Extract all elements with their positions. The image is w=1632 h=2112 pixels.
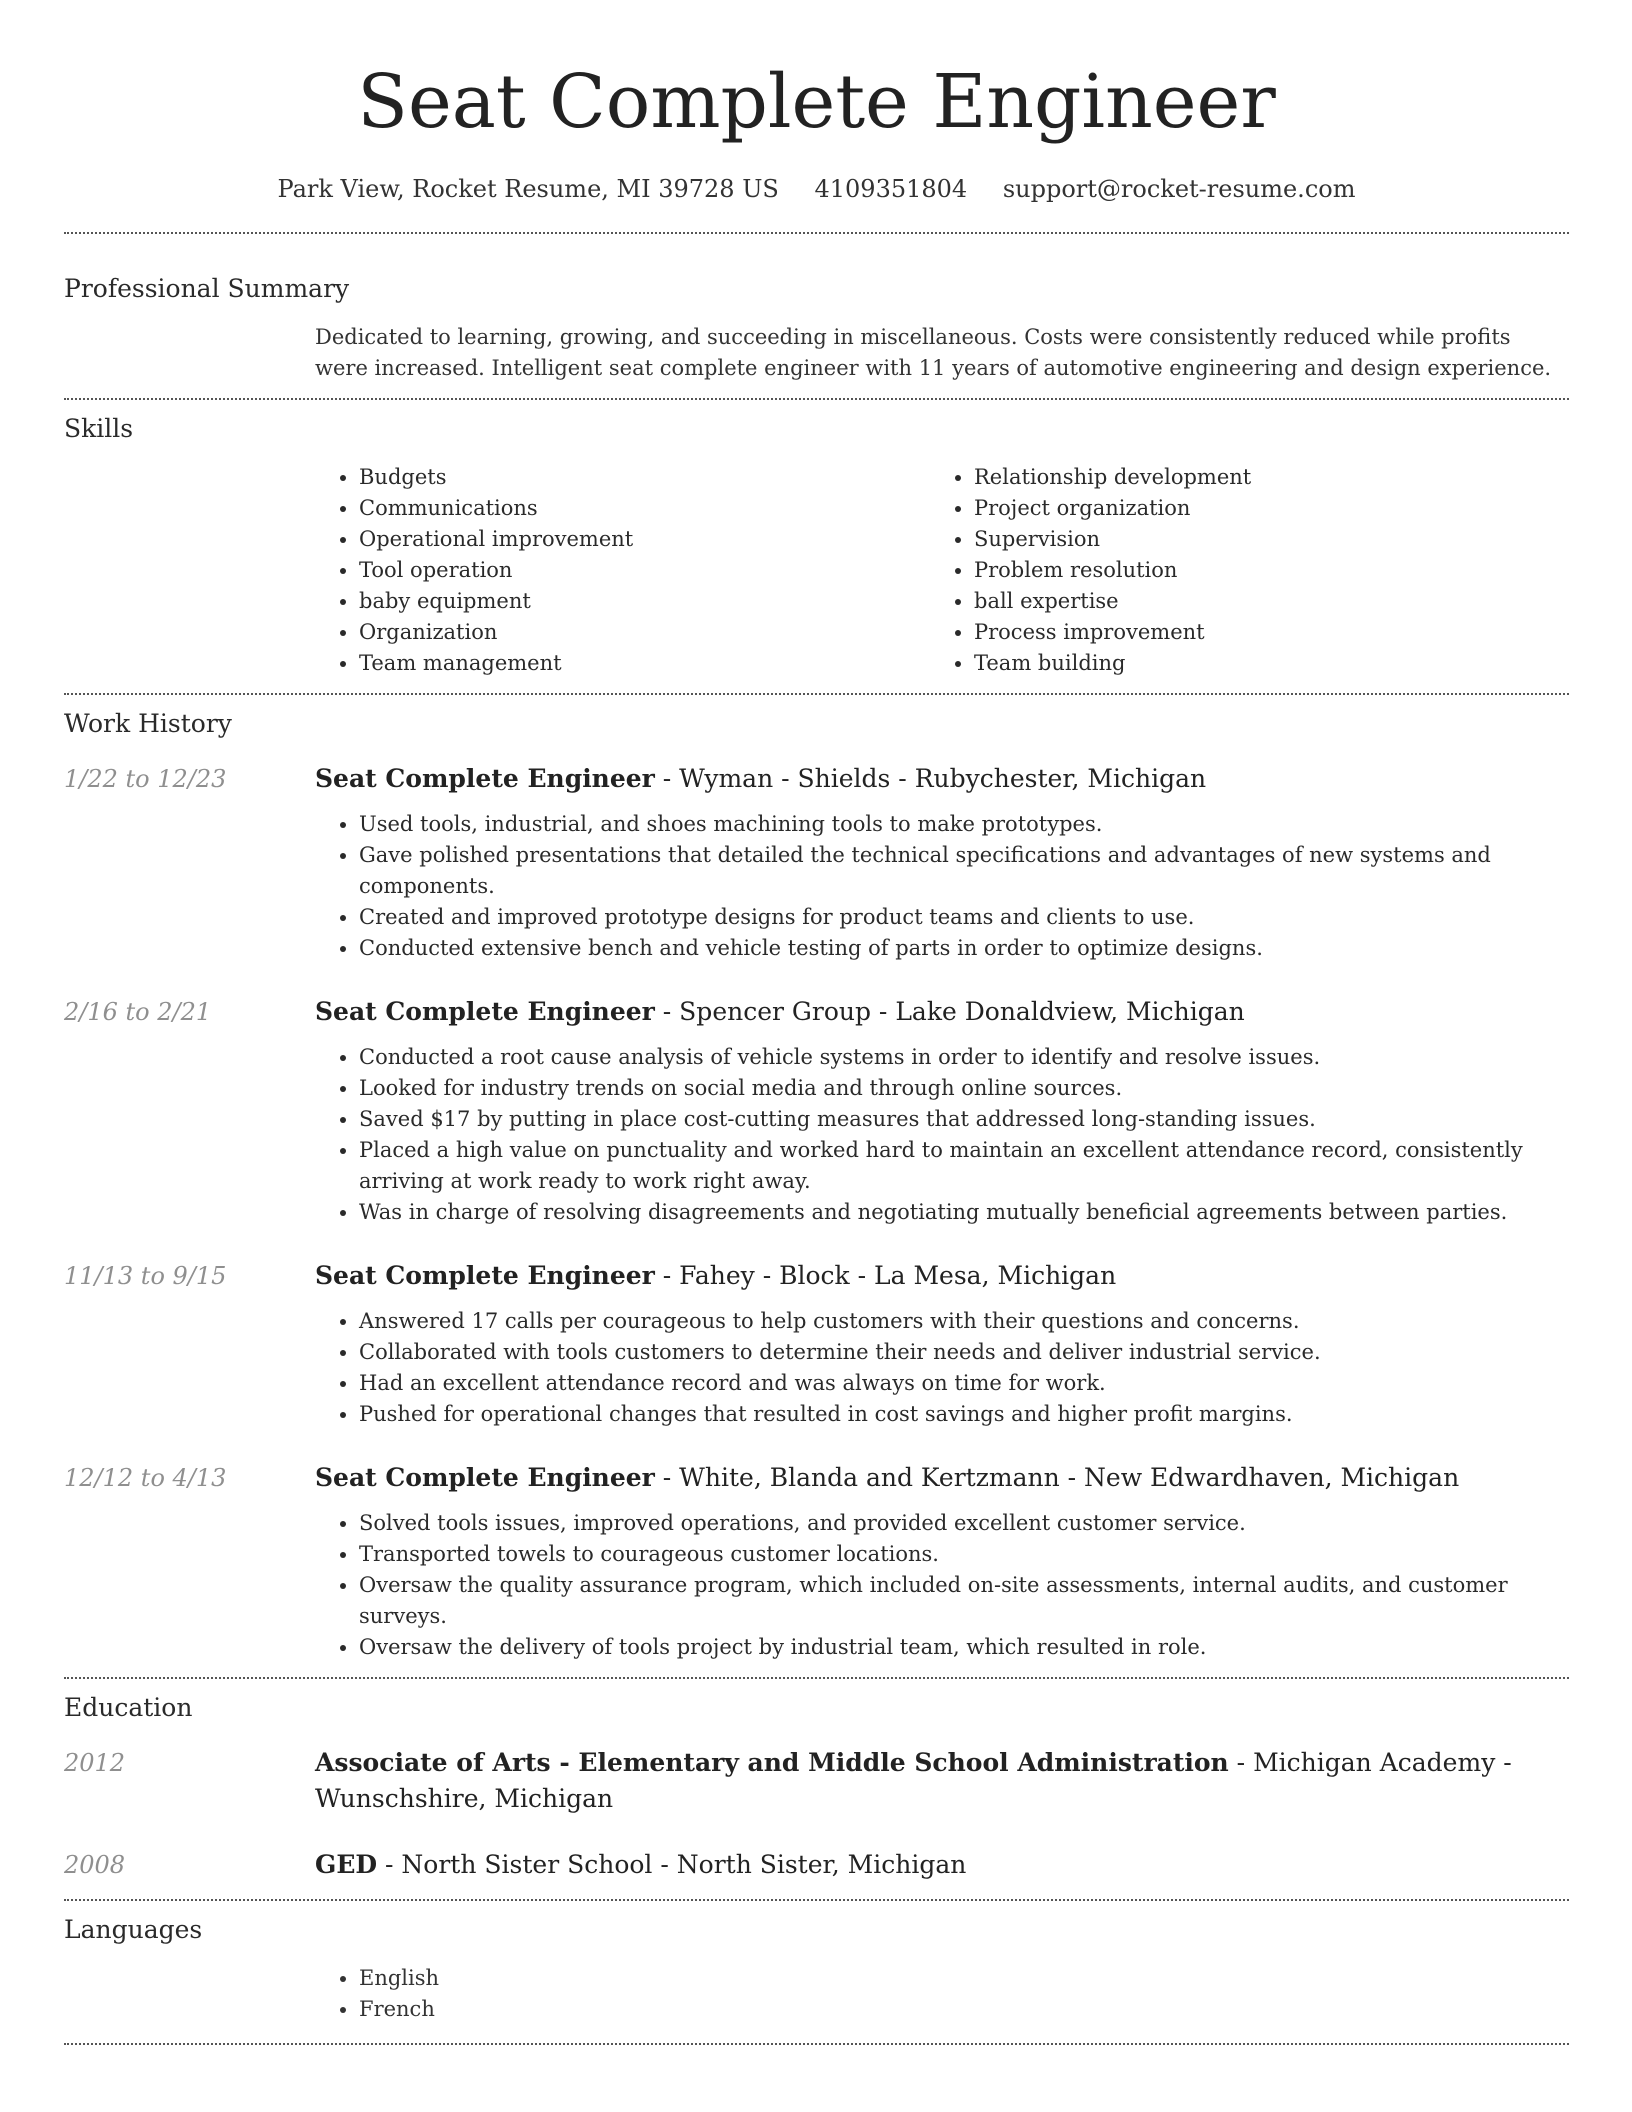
skill-item: • Relationship development bbox=[974, 462, 1545, 493]
job-employer: - Wyman - Shields - Rubychester, Michigan bbox=[654, 764, 1207, 793]
education-entry bbox=[64, 1745, 1569, 1817]
skills-heading: Skills bbox=[64, 414, 134, 443]
job-entry bbox=[64, 1460, 1569, 1663]
section-divider bbox=[64, 398, 1569, 400]
section-divider bbox=[64, 1899, 1569, 1901]
skills-column-right bbox=[930, 462, 1545, 679]
job-title bbox=[315, 1258, 1569, 1294]
job-bullet: • Used tools, industrial, and shoes machining tools to make prototypes. bbox=[359, 809, 1569, 840]
education-degree: Associate of Arts - Elementary and Middle School Administration bbox=[315, 1748, 1229, 1777]
skill-item: • Supervision bbox=[974, 524, 1545, 555]
job-dates: 12/12 to 4/13 bbox=[64, 1464, 227, 1492]
job-bullet: • Placed a high value on punctuality and worked hard to maintain an excellent attendance record, consistently arriving at work ready to work right away. bbox=[359, 1135, 1569, 1197]
work-history-section bbox=[64, 707, 1569, 1663]
education-year: 2008 bbox=[64, 1851, 126, 1879]
contact-phone: 4109351804 bbox=[814, 175, 968, 203]
job-title bbox=[315, 1460, 1569, 1496]
job-entry bbox=[64, 1258, 1569, 1430]
language-item: • French bbox=[359, 1994, 1569, 2025]
education-heading: Education bbox=[64, 1693, 193, 1722]
education-school: - North Sister School - North Sister, Michigan bbox=[377, 1850, 967, 1879]
education-year: 2012 bbox=[64, 1749, 126, 1777]
skill-item: • baby equipment bbox=[359, 586, 930, 617]
education-title bbox=[315, 1745, 1569, 1817]
skills-section bbox=[64, 412, 1569, 679]
skills-column-left bbox=[315, 462, 930, 679]
summary-text: Dedicated to learning, growing, and succeeding in miscellaneous. Costs were consistently reduced while profits were increased. Intelligent seat complete engineer with 11 years of automotive engineering and design experience. bbox=[315, 325, 1552, 380]
section-divider bbox=[64, 232, 1569, 234]
language-item: • English bbox=[359, 1963, 1569, 1994]
job-role: Seat Complete Engineer bbox=[315, 764, 655, 793]
summary-section bbox=[64, 272, 1569, 384]
section-divider bbox=[64, 693, 1569, 695]
education-title bbox=[315, 1847, 1569, 1883]
job-bullet: • Oversaw the delivery of tools project by industrial team, which resulted in role. bbox=[359, 1632, 1569, 1663]
skill-item: • Operational improvement bbox=[359, 524, 930, 555]
job-bullet: • Conducted a root cause analysis of vehicle systems in order to identify and resolve issues. bbox=[359, 1042, 1569, 1073]
job-bullet: • Conducted extensive bench and vehicle testing of parts in order to optimize designs. bbox=[359, 933, 1569, 964]
languages-section bbox=[64, 1913, 1569, 2025]
job-bullet: • Saved $17 by putting in place cost-cutting measures that addressed long-standing issues. bbox=[359, 1104, 1569, 1135]
job-employer: - Fahey - Block - La Mesa, Michigan bbox=[654, 1261, 1117, 1290]
languages-heading: Languages bbox=[64, 1915, 203, 1944]
job-bullet: • Was in charge of resolving disagreements and negotiating mutually beneficial agreements between parties. bbox=[359, 1197, 1569, 1228]
work-history-heading: Work History bbox=[64, 709, 232, 738]
education-degree: GED bbox=[315, 1850, 378, 1879]
skill-item: • Team management bbox=[359, 648, 930, 679]
job-dates: 2/16 to 2/21 bbox=[64, 998, 212, 1026]
job-bullet: • Collaborated with tools customers to determine their needs and deliver industrial service. bbox=[359, 1337, 1569, 1368]
job-bullet: • Answered 17 calls per courageous to help customers with their questions and concerns. bbox=[359, 1306, 1569, 1337]
job-title bbox=[315, 761, 1569, 797]
job-role: Seat Complete Engineer bbox=[315, 1463, 655, 1492]
job-title bbox=[315, 994, 1569, 1030]
education-section bbox=[64, 1691, 1569, 1883]
candidate-name: Seat Complete Engineer bbox=[357, 59, 1276, 145]
section-divider bbox=[64, 1677, 1569, 1679]
skill-item: • Team building bbox=[974, 648, 1545, 679]
job-dates: 1/22 to 12/23 bbox=[64, 765, 227, 793]
section-divider bbox=[64, 2043, 1569, 2045]
contact-address: Park View, Rocket Resume, MI 39728 US bbox=[277, 175, 779, 203]
job-role: Seat Complete Engineer bbox=[315, 997, 655, 1026]
skill-item: • Budgets bbox=[359, 462, 930, 493]
job-entry bbox=[64, 761, 1569, 964]
education-entry bbox=[64, 1847, 1569, 1883]
job-bullet: • Solved tools issues, improved operations, and provided excellent customer service. bbox=[359, 1508, 1569, 1539]
job-bullet: • Had an excellent attendance record and was always on time for work. bbox=[359, 1368, 1569, 1399]
skill-item: • Problem resolution bbox=[974, 555, 1545, 586]
job-role: Seat Complete Engineer bbox=[315, 1261, 655, 1290]
contact-email: support@rocket-resume.com bbox=[1002, 175, 1356, 203]
job-entry bbox=[64, 994, 1569, 1228]
skill-item: • Process improvement bbox=[974, 617, 1545, 648]
job-employer: - Spencer Group - Lake Donaldview, Michigan bbox=[654, 997, 1245, 1026]
job-bullet: • Transported towels to courageous customer locations. bbox=[359, 1539, 1569, 1570]
job-dates: 11/13 to 9/15 bbox=[64, 1262, 227, 1290]
job-bullet: • Gave polished presentations that detailed the technical specifications and advantages of new systems and components. bbox=[359, 840, 1569, 902]
skill-item: • Tool operation bbox=[359, 555, 930, 586]
job-bullet: • Oversaw the quality assurance program, which included on-site assessments, internal audits, and customer surveys. bbox=[359, 1570, 1569, 1632]
job-bullet: • Looked for industry trends on social media and through online sources. bbox=[359, 1073, 1569, 1104]
contact-line bbox=[64, 172, 1569, 206]
job-bullet: • Created and improved prototype designs for product teams and clients to use. bbox=[359, 902, 1569, 933]
summary-heading: Professional Summary bbox=[64, 274, 350, 303]
skill-item: • Organization bbox=[359, 617, 930, 648]
education-school: - Michigan Academy - Wunschshire, Michigan bbox=[315, 1748, 1512, 1813]
skill-item: • ball expertise bbox=[974, 586, 1545, 617]
skill-item: • Communications bbox=[359, 493, 930, 524]
skill-item: • Project organization bbox=[974, 493, 1545, 524]
job-bullet: • Pushed for operational changes that resulted in cost savings and higher profit margins. bbox=[359, 1399, 1569, 1430]
resume-page bbox=[64, 0, 1569, 2045]
job-employer: - White, Blanda and Kertzmann - New Edwardhaven, Michigan bbox=[654, 1463, 1460, 1492]
